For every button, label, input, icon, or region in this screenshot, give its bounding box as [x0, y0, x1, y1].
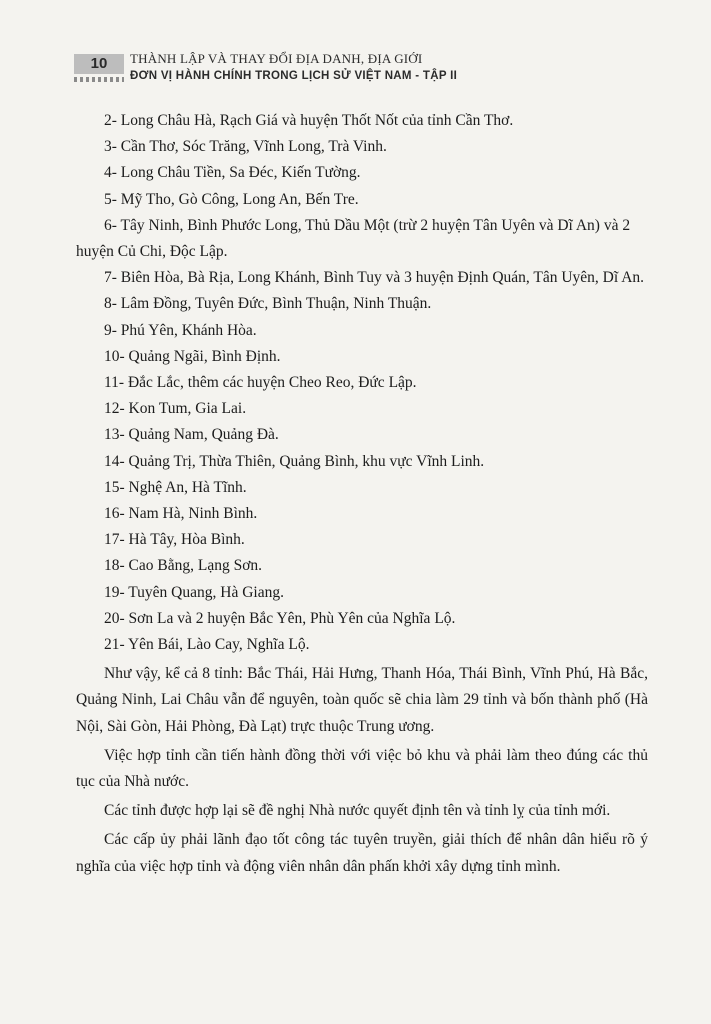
header-title-line1: THÀNH LẬP VÀ THAY ĐỔI ĐỊA DANH, ĐỊA GIỚI	[130, 51, 423, 66]
running-header	[74, 48, 674, 96]
list-item: 5- Mỹ Tho, Gò Công, Long An, Bến Tre.	[104, 190, 359, 208]
paragraph: Các tỉnh được hợp lại sẽ đề nghị Nhà nước quyết định tên và tỉnh lỵ của tỉnh mới.	[104, 802, 611, 820]
list-item: 17- Hà Tây, Hòa Bình.	[104, 531, 245, 549]
list-item: 3- Cần Thơ, Sóc Trăng, Vĩnh Long, Trà Vinh.	[104, 138, 387, 156]
list-item: 21- Yên Bái, Lào Cay, Nghĩa Lộ.	[104, 636, 310, 654]
page-number: 10	[74, 54, 124, 74]
list-item: 13- Quảng Nam, Quảng Đà.	[104, 426, 279, 444]
paragraph: Như vậy, kể cả 8 tỉnh: Bắc Thái, Hải Hưng, Thanh Hóa, Thái Bình, Vĩnh Phú, Hà Bắc, Quảng Ninh, Lai Châu vẫn để nguyên, toàn quốc sẽ chia làm 29 tỉnh và bốn thành phố (Hà Nội, Sài Gòn, Hải Phòng, Đà Lạt) trực thuộc Trung ương.	[76, 665, 648, 735]
list-item: 20- Sơn La và 2 huyện Bắc Yên, Phù Yên của Nghĩa Lộ.	[104, 609, 456, 627]
list-item: 7- Biên Hòa, Bà Rịa, Long Khánh, Bình Tuy và 3 huyện Định Quán, Tân Uyên, Dĩ An.	[104, 269, 645, 287]
list-item: 11- Đắc Lắc, thêm các huyện Cheo Reo, Đức Lập.	[104, 374, 417, 392]
list-item: 6- Tây Ninh, Bình Phước Long, Thủ Dầu Một (trừ 2 huyện Tân Uyên và Dĩ An) và 2 huyện Củ Chi, Độc Lập.	[76, 216, 631, 261]
page-number-ornament	[74, 77, 124, 82]
list-item: 10- Quảng Ngãi, Bình Định.	[104, 347, 281, 365]
body-text	[76, 108, 648, 880]
list-item: 12- Kon Tum, Gia Lai.	[104, 400, 247, 418]
list-item: 15- Nghệ An, Hà Tĩnh.	[104, 478, 247, 496]
paragraph: Việc hợp tỉnh cần tiến hành đồng thời với việc bỏ khu và phải làm theo đúng các thủ tục của Nhà nước.	[76, 746, 648, 791]
list-item: 9- Phú Yên, Khánh Hòa.	[104, 321, 257, 339]
list-item: 16- Nam Hà, Ninh Bình.	[104, 505, 258, 523]
list-item: 8- Lâm Đồng, Tuyên Đức, Bình Thuận, Ninh Thuận.	[104, 295, 432, 313]
list-item: 14- Quảng Trị, Thừa Thiên, Quảng Bình, khu vực Vĩnh Linh.	[104, 452, 485, 470]
list-item: 4- Long Châu Tiền, Sa Đéc, Kiến Tường.	[104, 164, 361, 182]
paragraph: Các cấp ủy phải lãnh đạo tốt công tác tuyên truyền, giải thích để nhân dân hiểu rõ ý nghĩa của việc hợp tỉnh và động viên nhân dân phấn khởi xây dựng tỉnh mình.	[76, 831, 648, 875]
header-title-line2: ĐƠN VỊ HÀNH CHÍNH TRONG LỊCH SỬ VIỆT NAM - TẬP II	[130, 70, 458, 82]
list-item: 2- Long Châu Hà, Rạch Giá và huyện Thốt Nốt của tỉnh Cần Thơ.	[104, 112, 514, 129]
list-item: 19- Tuyên Quang, Hà Giang.	[104, 583, 284, 601]
list-item: 18- Cao Bằng, Lạng Sơn.	[104, 557, 263, 575]
